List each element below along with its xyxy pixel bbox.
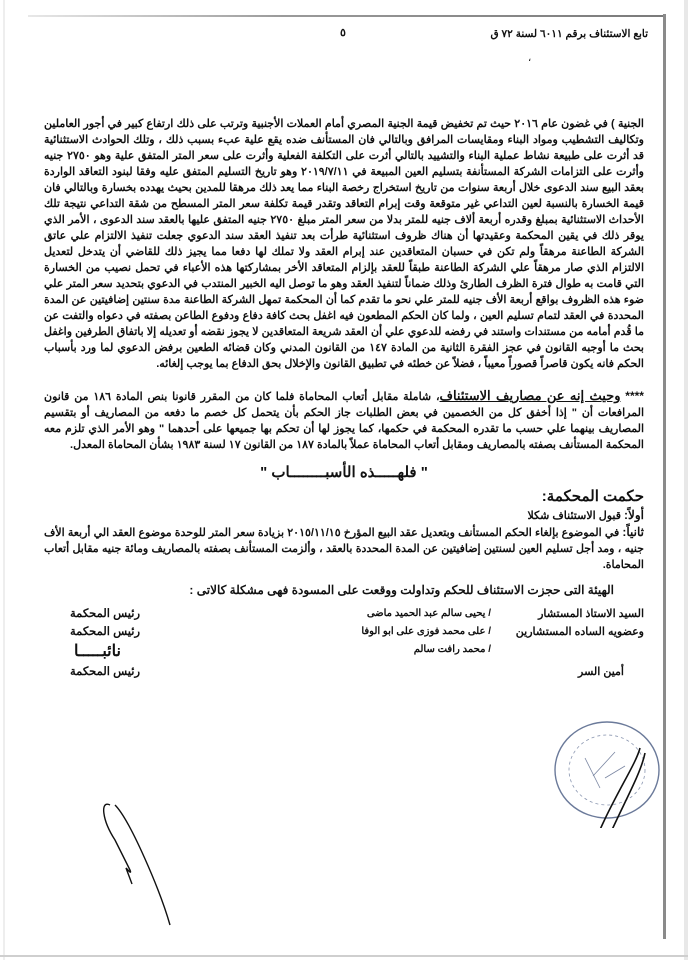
document-body [44,116,644,681]
chief-title: رئيس المحكمة [70,608,141,620]
chief-title: رئيس المحكمة [70,626,141,638]
signature-spacer [316,663,491,681]
verdict-title: حكمت المحكمة: [541,488,644,505]
court-stamp-icon [545,718,665,828]
page-right-border [663,14,666,939]
deputy-label: نائبـــــا [74,643,121,660]
verdict-item-number: ثانياً: [622,525,644,539]
paragraph-reasoning: الجنية ) في غضون عام ٢٠١٦ حيث تم تخفيض قيمة الجنية المصري أمام العملات الأجنبية وترتب على ذلك ارتفاع كبير في أجور العاملين وتكاليف التشطيب ومواد البناء ومقايسات المرافق وبالتالي فان المستأنف ضده يقع علية عبء بسبب ذلك ، وتلك الحوادث الاستثنائية قد أثرت على طبيعة نشاط عملية البناء والتشييد بالتالي أثرت على التكلفة الفعلية وأثرت على سعر المتر المتفق علية وهو ٢٧٥٠ جنيه وأثرت على التزامات الشركة المستأنفة بتسليم العين المبيعة في ٢٠١٩/٧/١١ وهو تاريخ التسليم المتفق عليه وفقا لبنود التعاقد الواردة بعقد البيع سند الدعوى خلال أربعة سنوات من تاريخ استخراج رخصة البناء مما يعد ذلك مرهقا للمدين بحيث يهدده بخسارة وبالتالي فان قيمة الخسارة بالنسبة لعين التداعي غير متوقعة وقت إبرام التعاقد وتقدر قيمة تكلفة سعر المتر المسطح من شقة التداعي نتيجة تلك الأحداث الاستثنائية بمبلغ وقدره أربعة ألاف جنيه للمتر بدلا من سعر المتر مبلغ ٢٧٥٠ جنيه المتفق عليها بالعقد سند الدعوى ، الأمر الذي يوقر ذلك في يقين المحكمة وعقيدتها أن هناك ظروف استثنائية طرأت بعد تنفيذ العقد سند الدعوي جعلت تنفيذ الالتزام علي عاتق الشركة الطاعنة مرهقاً ولم تكن في حسبان المتعاقدين عند إبرام العقد ولا تملك لها دفعا مما يجيز ذلك للقاضي أن يتدخل لتعديل الالتزام الذي صار مرهقاً علي الشركة الطاعنة طبقاً للعقد بإلزام المتعاقد الأخر بمشاركتها هذه الأعباء في تحمل نصيب من الخسارة التي قامت به طوال فترة الظرف الطارئ وذلك ضماناً لتنفيذ العقد وهو ما توصل اليه الخبير المنتدب في الدعوي بتحديد سعر المتر علي ضوء هذه الظروف بواقع أربعة الأف جنيه للمتر علي نحو ما تقدم كما أن المحكمة تمهل الشركة الطاعنة مدة سنتين إضافيتين عن المدة المحددة في العقد لتمام تسليم العين ، ولما كان الحكم المطعون فيه اغفل بحث كافة دفاع ودفوع الطاعن بصفته في دعواه والتفت عن ما قُدم أمامه من مستندات واستند في رفضه للدعوي علي أن العقد شريعة المتعاقدين لا يجوز نقضه أو تعديله إلا باتفاق الطرفين واغفل بحث ما أوجبه القانون في عجز الفقرة الثانية من المادة ١٤٧ من القانون المدني وكان قضائه الطعين برفض الدعوي لما ورد بأسباب الحكم فانه يكون قاصراً قصوراً معيباً ، فضلاً عن خطئه في تطبيق القانون والإخلال بحق الدفاع بما يوجب إلغائه. [44,118,644,370]
paragraph-costs-heading: وحيث إنه عن مصاريف الاستئناف [439,388,621,403]
paragraph-costs-text: ، شاملة مقابل أتعاب المحاماة فلما كان من المقرر قانونا بنص المادة ١٨٦ من قانون المرافعات أن " إذا أخفق كل من الخصمين في بعض الطلبات جاز الحكم بأن يتحمل كل خصم ما دفعه من المصاريف أو بتقسيم المصاريف بينهما علي حسب ما تقدره المحكمة في حكمها، كما يجوز لها أن تحكم بها جميعها على أحدهما " وهو الأمر الذي تلزم معه المحكمة المستأنف بصفته بالمصاريف ومقابل أتعاب المحاماة عملاً بالمادة ١٨٧ من القانون ١٧ لسنة ١٩٨٣ بشأن المحاماة المعدل. [44,391,644,451]
panel-president-label: السيد الاستاذ المستشار [538,608,644,620]
page-bottom-edge [0,955,688,957]
page-top-border [28,15,666,17]
verdict-item-number: أولاً: [624,508,644,522]
panel-president-name: / يحيى سالم عبد الحميد ماضى [366,608,491,619]
verdict-item-first [44,507,644,524]
chief-signature-icon [70,800,180,940]
reasons-heading: " فلهـــــذه الأسبــــــــاب " [260,464,428,481]
verdict-item-second [44,524,644,573]
page-number: ٥ [340,27,346,39]
panel-member-name: / محمد رافت سالم [413,644,491,655]
page-header: تابع الاستئناف برقم ٦٠١١ لسنة ٧٢ ق [490,28,648,40]
signature-block [44,605,644,681]
panel-empty-label [499,641,644,663]
panel-members-label: وعضويه الساده المستشارين [515,626,644,638]
scan-edge [684,0,688,960]
page-left-edge [3,0,5,960]
margin-mark: ، [528,53,532,64]
chief-signature-title: رئيس المحكمة [70,666,141,678]
verdict-item-text: قبول الاستئناف شكلا [527,510,621,522]
paragraph-costs [44,388,644,453]
secretary-signature-stroke [585,748,645,828]
paragraph-stars: **** [625,389,644,403]
panel-member-name: / على محمد فوزى على ابو الوفا [361,626,491,637]
court-secretary: أمين السر [578,666,624,678]
panel-statement: الهيئة التى حجزت الاستئناف للحكم وتداولت ووقعت على المسودة فهى مشكلة كالاتى : [189,583,614,597]
verdict-item-text: في الموضوع بإلغاء الحكم المستأنف وبتعديل عقد البيع المؤرخ ٢٠١٥/١١/١٥ بزيادة سعر المتر للوحدة موضوع العقد الي أربعة الأف جنيه ، ومد أجل تسليم العين لسنتين إضافيتين عن المدة المحددة بالعقد ، وألزمت المستأنف بصفته بالمصاريف ومائة جنيه مقابل أتعاب المحاماة. [44,527,644,571]
